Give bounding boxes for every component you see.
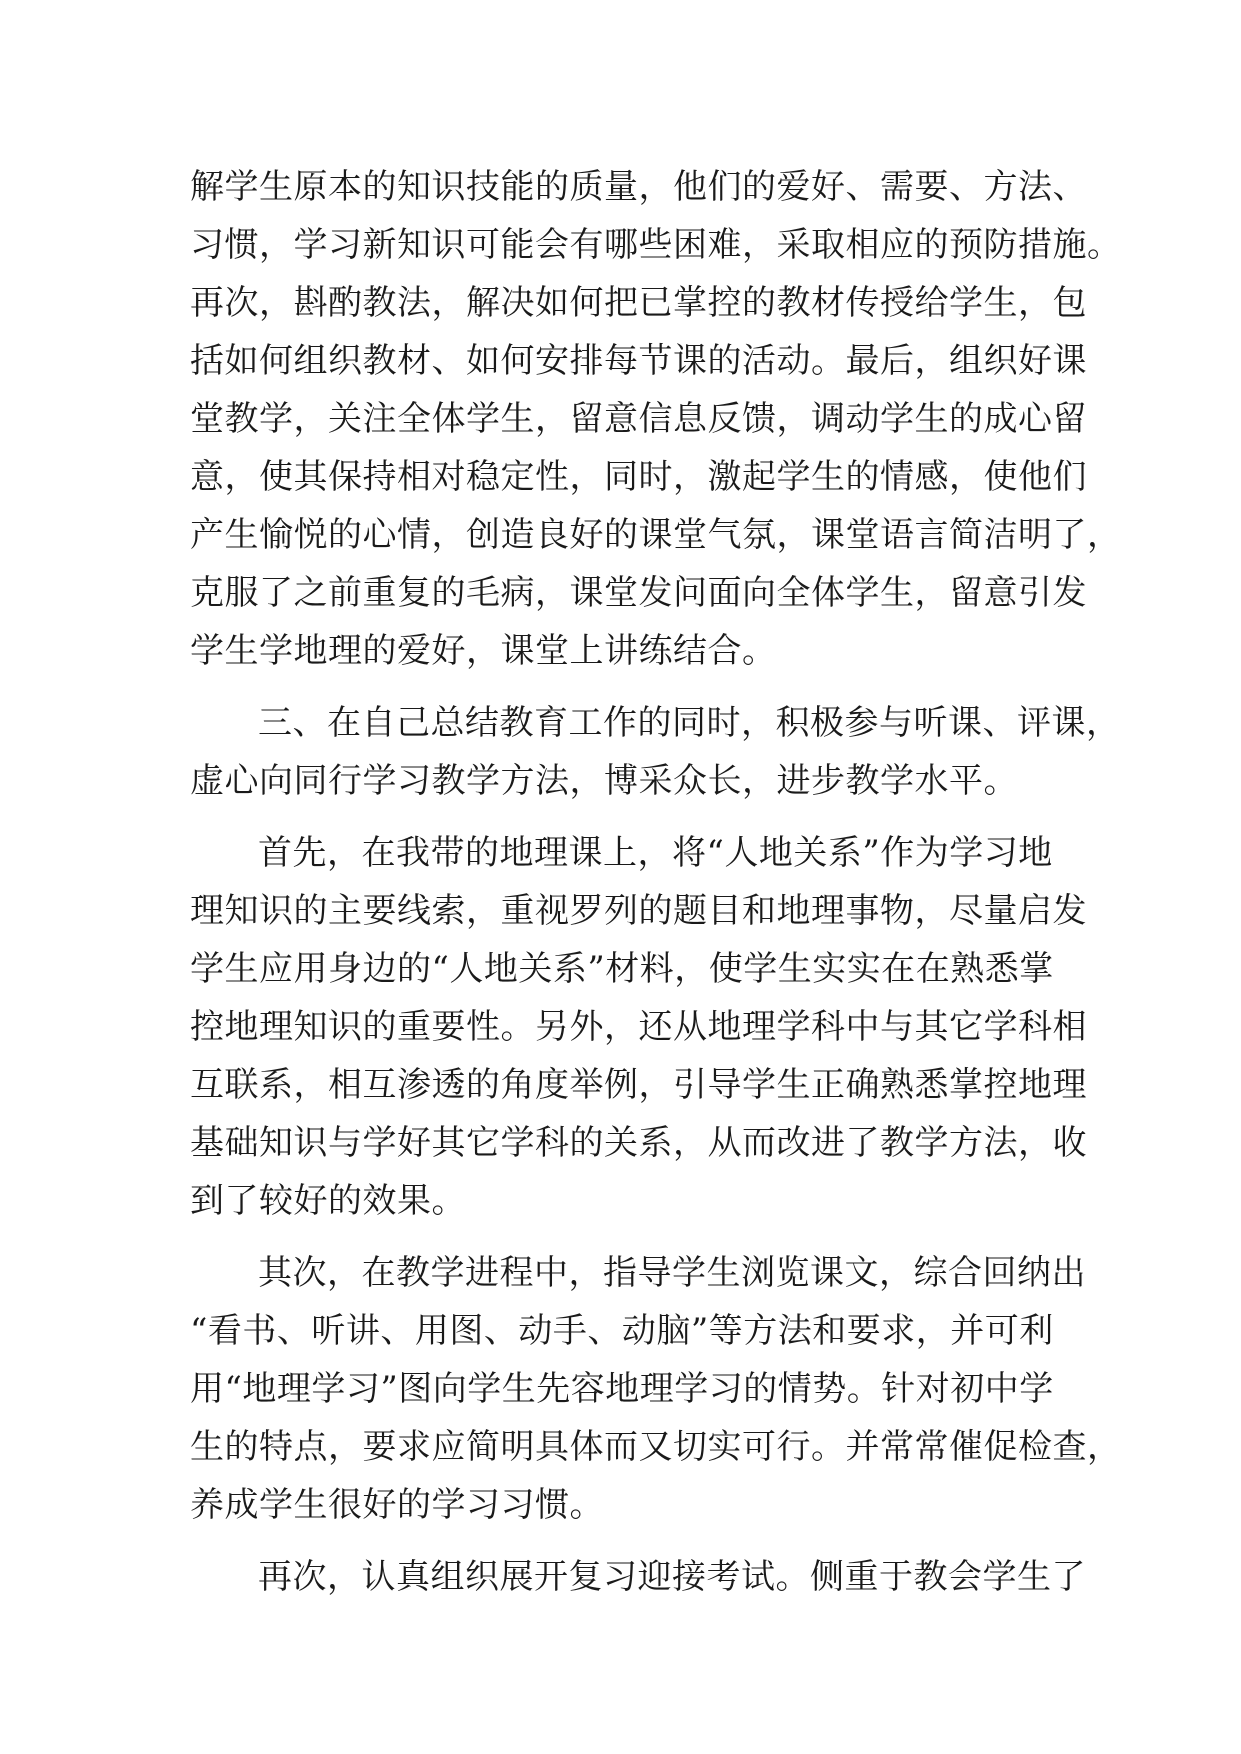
text-line: 生的特点，要求应简明具体而又切实可行。并常常催促检查， xyxy=(190,1427,1122,1467)
text-line: 解学生原本的知识技能的质量，他们的爱好、需要、方法、 xyxy=(190,167,1087,207)
text-line: 互联系，相互渗透的角度举例，引导学生正确熟悉掌控地理 xyxy=(190,1065,1087,1105)
text-line: 学生学地理的爱好，课堂上讲练结合。 xyxy=(190,631,777,671)
document-body xyxy=(190,158,1122,1606)
paragraph-3 xyxy=(190,824,1087,1230)
text-line: 到了较好的效果。 xyxy=(190,1181,466,1221)
text-line: 再次，认真组织展开复习迎接考试。侧重于教会学生了 xyxy=(258,1557,1086,1597)
text-line: 产生愉悦的心情，创造良好的课堂气氛，课堂语言简洁明了， xyxy=(190,515,1122,555)
paragraph-2 xyxy=(190,694,1121,810)
paragraph-5 xyxy=(190,1548,1086,1606)
text-line: 克服了之前重复的毛病，课堂发问面向全体学生，留意引发 xyxy=(190,573,1087,613)
paragraph-4 xyxy=(190,1244,1122,1534)
text-line: 括如何组织教材、如何安排每节课的活动。最后，组织好课 xyxy=(190,341,1087,381)
text-line: 基础知识与学好其它学科的关系，从而改进了教学方法，收 xyxy=(190,1123,1087,1163)
text-line: 三、在自己总结教育工作的同时，积极参与听课、评课， xyxy=(258,703,1121,743)
text-line: “看书、听讲、用图、动手、动脑”等方法和要求，并可利 xyxy=(190,1311,1054,1351)
text-line: 其次，在教学进程中，指导学生浏览课文，综合回纳出 xyxy=(258,1253,1086,1293)
text-line: 习惯，学习新知识可能会有哪些困难，采取相应的预防措施。 xyxy=(190,225,1122,265)
text-line: 学生应用身边的“人地关系”材料，使学生实实在在熟悉掌 xyxy=(190,949,1054,989)
text-line: 首先，在我带的地理课上，将“人地关系”作为学习地 xyxy=(258,833,1053,873)
paragraph-1 xyxy=(190,158,1122,680)
text-line: 养成学生很好的学习习惯。 xyxy=(190,1485,604,1525)
text-line: 再次，斟酌教法，解决如何把已掌控的教材传授给学生，包 xyxy=(190,283,1087,323)
text-line: 理知识的主要线索，重视罗列的题目和地理事物，尽量启发 xyxy=(190,891,1087,931)
text-line: 控地理知识的重要性。另外，还从地理学科中与其它学科相 xyxy=(190,1007,1087,1047)
text-line: 意，使其保持相对稳定性，同时，激起学生的情感，使他们 xyxy=(190,457,1087,497)
text-line: 虚心向同行学习教学方法，博采众长，进步教学水平。 xyxy=(190,761,1018,801)
text-line: 用“地理学习”图向学生先容地理学习的情势。针对初中学 xyxy=(190,1369,1054,1409)
text-line: 堂教学，关注全体学生，留意信息反馈，调动学生的成心留 xyxy=(190,399,1087,439)
